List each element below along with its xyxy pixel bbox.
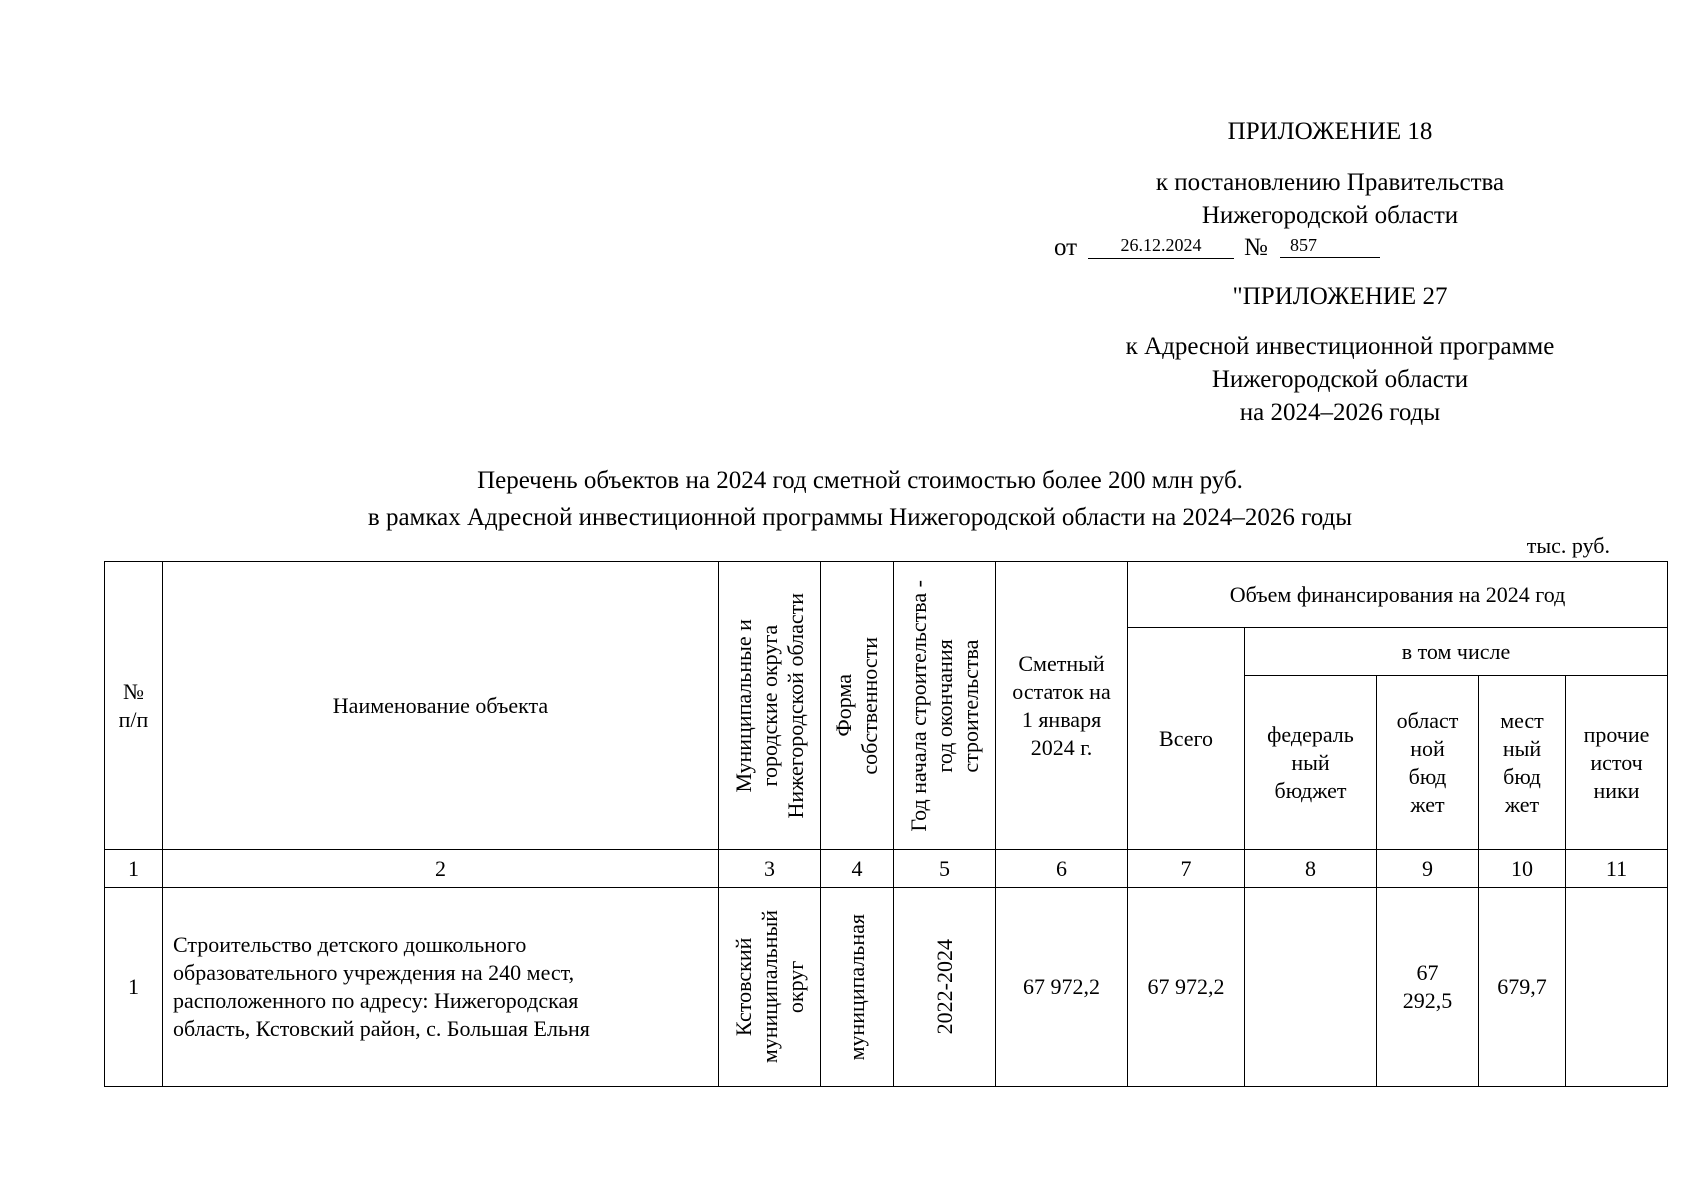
appendix-27-text: "ПРИЛОЖЕНИЕ 27: [1232, 283, 1448, 310]
decree-date: 26.12.2024: [1088, 232, 1234, 259]
header-total: Всего: [1128, 628, 1245, 850]
appendix-27-heading: [1040, 280, 1640, 313]
appendix-18-heading: [1100, 115, 1560, 148]
table-row: [105, 888, 1668, 1087]
header-municipality-text: Муниципальные и городские округа Нижегородской области: [730, 592, 808, 819]
row-years-text: 2022-2024: [931, 939, 957, 1035]
decree-reference: [1100, 166, 1560, 232]
col-number: 4: [821, 850, 894, 888]
row-ownership-text: муниципальная: [844, 913, 869, 1061]
col-number: 6: [996, 850, 1128, 888]
row-years: [894, 888, 996, 1087]
decree-number: 857: [1280, 232, 1380, 258]
header-municipality: [719, 562, 821, 850]
row-ownership: [821, 888, 894, 1087]
row-federal: [1245, 888, 1377, 1087]
units-label: тыс. руб.: [1526, 533, 1610, 558]
header-ownership: [821, 562, 894, 850]
header-years-text: Год начала строительства - год окончания строительства: [905, 579, 983, 832]
col-number: 9: [1377, 850, 1479, 888]
col-number: 8: [1245, 850, 1377, 888]
decree-line-1: к постановлению Правительства: [1155, 169, 1505, 196]
program-line-3: на 2024–2026 годы: [1239, 399, 1441, 426]
col-number: 5: [894, 850, 996, 888]
program-reference: [1040, 330, 1640, 429]
row-num: 1: [105, 888, 163, 1087]
header-num: № п/п: [105, 562, 163, 850]
row-object-name: Строительство детского дошкольного образовательного учреждения на 240 мест, расположенного по адресу: Нижегородская область, Кстовский район, с. Большая Ельня: [163, 888, 719, 1087]
header-years: [894, 562, 996, 850]
header-financing: Объем финансирования на 2024 год: [1128, 562, 1668, 628]
header-other: прочие источ ники: [1566, 676, 1668, 850]
row-local: 679,7: [1479, 888, 1566, 1087]
col-number: 2: [163, 850, 719, 888]
title-line-2: в рамках Адресной инвестиционной программы Нижегородской области на 2024–2026 годы: [367, 504, 1353, 531]
header-name: Наименование объекта: [163, 562, 719, 850]
col-number: 10: [1479, 850, 1566, 888]
header-local: мест ный бюд жет: [1479, 676, 1566, 850]
program-line-1: к Адресной инвестиционной программе: [1125, 333, 1555, 360]
col-number: 1: [105, 850, 163, 888]
col-number: 3: [719, 850, 821, 888]
row-regional: 67 292,5: [1377, 888, 1479, 1087]
row-municipality: [719, 888, 821, 1087]
header-federal: федераль ный бюджет: [1245, 676, 1377, 850]
decree-date-number-line: [1054, 232, 1394, 266]
row-municipality-text: Кстовский муниципальный округ: [730, 910, 808, 1064]
program-line-2: Нижегородской области: [1211, 366, 1469, 393]
row-other: [1566, 888, 1668, 1087]
col-number: 11: [1566, 850, 1668, 888]
header-balance: Сметный остаток на 1 января 2024 г.: [996, 562, 1128, 850]
objects-table: [104, 561, 1668, 1087]
header-including: в том числе: [1245, 628, 1668, 676]
from-label: от: [1054, 234, 1078, 261]
number-label: №: [1244, 234, 1268, 261]
title-line-1: Перечень объектов на 2024 год сметной стоимостью более 200 млн руб.: [477, 467, 1243, 494]
decree-line-2: Нижегородской области: [1201, 202, 1459, 229]
appendix-18-text: ПРИЛОЖЕНИЕ 18: [1227, 118, 1433, 145]
header-regional: област ной бюд жет: [1377, 676, 1479, 850]
row-balance: 67 972,2: [996, 888, 1128, 1087]
row-total: 67 972,2: [1128, 888, 1245, 1087]
document-title: [180, 462, 1540, 536]
col-number: 7: [1128, 850, 1245, 888]
header-ownership-text: Форма собственности: [831, 636, 882, 775]
